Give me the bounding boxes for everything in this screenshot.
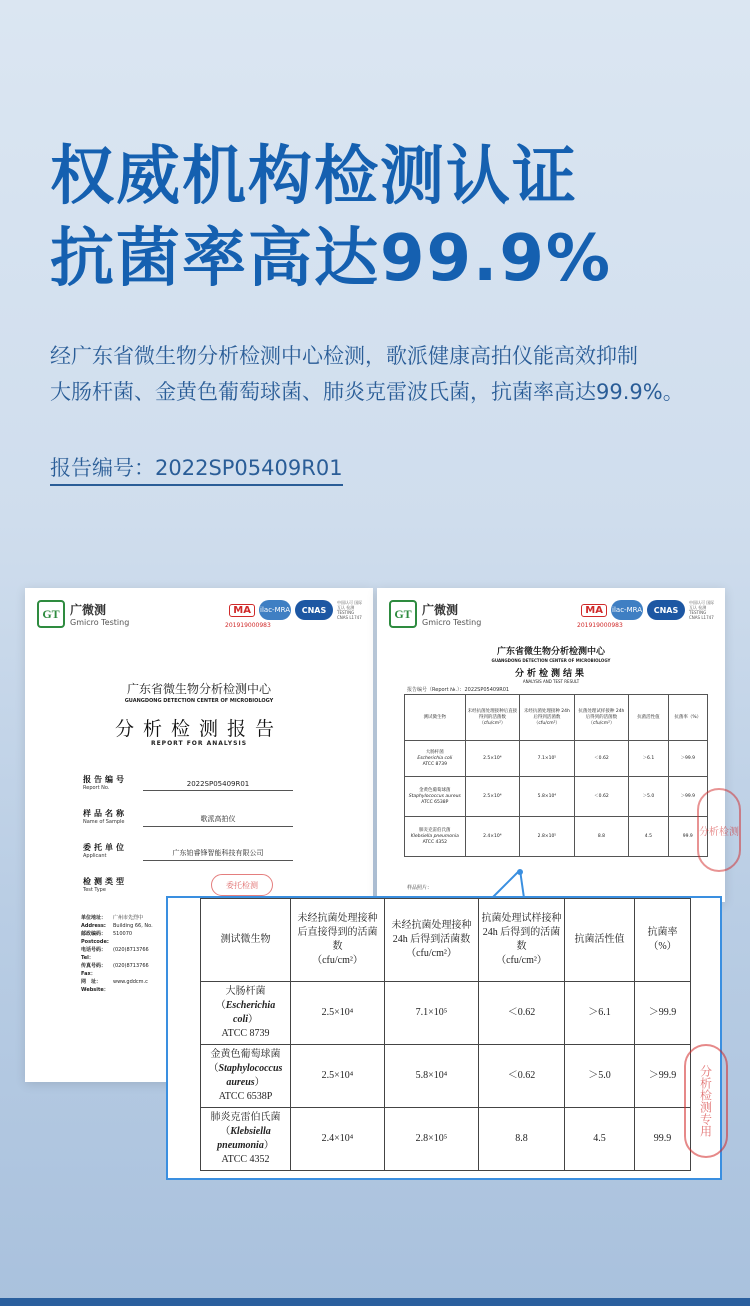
logo	[37, 600, 129, 628]
results-table	[200, 898, 691, 1171]
rate-cell: 99.9	[635, 1108, 691, 1171]
description-line-1: 经广东省微生物分析检测中心检测，歌派健康高拍仪能高效抑制	[50, 344, 638, 368]
value-cell: 2.5×10⁴	[291, 982, 385, 1045]
field-report-no-value: 2022SP05409R01	[143, 780, 293, 791]
rate-cell: ＞99.9	[635, 982, 691, 1045]
header-treated-24h: 抗菌处理试样接种 24h 后得到的活菌数 （cfu/cm²）	[479, 899, 565, 982]
ma-badge-icon: MA	[581, 604, 607, 617]
value-cell: 2.5×10⁴	[291, 1045, 385, 1108]
field-applicant: 委托单位 Applicant	[83, 843, 127, 859]
cert-badges	[581, 600, 715, 620]
ma-badge-icon: MA	[229, 604, 255, 617]
value-cell: 2.8×10⁵	[385, 1108, 479, 1171]
value-cell: 7.1×10⁵	[385, 982, 479, 1045]
cert-number: 201919000983	[225, 622, 271, 629]
description	[50, 338, 740, 410]
cnas-badge-icon: CNAS	[295, 600, 333, 620]
org-name-en: GUANGDONG DETECTION CENTER OF MICROBIOLOGY	[124, 698, 274, 704]
headline-line-2: 抗菌率高达99.9%	[50, 222, 613, 296]
field-sample-name: 样品名称 Name of Sample	[83, 809, 127, 825]
logo-mark-icon: GT	[37, 600, 65, 628]
header-microbe: 测试微生物	[201, 899, 291, 982]
logo-name-en: Gmicro Testing	[422, 618, 482, 627]
contact-block: 单位地址： 广州市先烈中 Address: Building 66, No. 邮政编码： 510070 Postcode: 电话号码： (020)8713766 Tel： 传真号码： (020)8713766 Fax： 网 址： www.gddcm.c Website：	[81, 915, 153, 993]
headline-line-1: 权威机构检测认证	[50, 140, 578, 214]
cert-number: 201919000983	[577, 622, 623, 629]
cnas-badge-icon: CNAS	[647, 600, 685, 620]
field-test-type: 检测类型 Test Type	[83, 877, 127, 893]
org-name-en: GUANGDONG DETECTION CENTER OF MICROBIOLOGY	[491, 658, 611, 663]
result-title-en: ANALYSIS AND TEST RESULT	[522, 679, 580, 684]
zoomed-results-callout	[166, 896, 722, 1180]
result-report-no: 报告编号（Report №.）：2022SP05409R01	[407, 687, 510, 693]
value-cell: 2.4×10⁴	[291, 1108, 385, 1171]
red-stamp-icon: 分析检测专用	[684, 1044, 728, 1158]
microbe-cell: 大肠杆菌 （Escherichia coli） ATCC 8739	[201, 982, 291, 1045]
header-untreated-0h: 未经抗菌处理接种后直接得到的活菌数 （cfu/cm²）	[291, 899, 385, 982]
value-cell: 8.8	[479, 1108, 565, 1171]
sample-pictures-label: 样品照片：	[407, 885, 433, 891]
cert-badges	[229, 600, 363, 620]
report-number: 报告编号：2022SP05409R01	[50, 452, 343, 486]
microbe-cell: 肺炎克雷伯氏菌 （Klebsiella pneumonia） ATCC 4352	[201, 1108, 291, 1171]
header-rate: 抗菌率（%）	[635, 899, 691, 982]
logo-name-en: Gmicro Testing	[70, 618, 130, 627]
value-cell: ＜0.62	[479, 1045, 565, 1108]
activity-cell: ＞5.0	[565, 1045, 635, 1108]
result-title: 分析检测结果	[514, 669, 587, 679]
org-name-cn: 广东省微生物分析检测中心	[496, 647, 605, 657]
logo-name-cn: 广微测	[70, 603, 107, 617]
table-row	[201, 1108, 691, 1171]
activity-cell: ＞6.1	[565, 982, 635, 1045]
headline	[50, 136, 612, 300]
table-header-row: 测试微生物 未经抗菌处理接种后直接得到的活菌数 （cfu/cm²） 未经抗菌处理接种 24h 后得到活菌数 （cfu/cm²） 抗菌处理试样接种 24h 后得到的活菌数 （cfu/cm²） 抗菌活性值 抗菌率（%）	[405, 695, 708, 741]
org-name-cn: 广东省微生物分析检测中心	[126, 682, 271, 696]
ilac-badge-icon: ilac-MRA	[259, 600, 291, 620]
red-stamp-icon: 分析检测	[697, 788, 741, 872]
mini-results-table	[404, 694, 708, 857]
description-line-2: 大肠杆菌、金黄色葡萄球菌、肺炎克雷波氏菌，抗菌率高达99.9%。	[50, 380, 684, 404]
table-row	[201, 1045, 691, 1108]
microbe-cell: 金黄色葡萄球菌 （Staphylococcus aureus） ATCC 6538P	[201, 1045, 291, 1108]
table-header-row	[201, 899, 691, 982]
header-untreated-24h: 未经抗菌处理接种 24h 后得到活菌数 （cfu/cm²）	[385, 899, 479, 982]
header-activity: 抗菌活性值	[565, 899, 635, 982]
table-row: 大肠杆菌 Escherichia coli ATCC 8739 2.5×10⁴ 7.1×10⁵ ＜0.62 ＞6.1 ＞99.9	[405, 741, 708, 777]
table-row	[201, 982, 691, 1045]
field-report-no: 报告编号 Report No.	[83, 775, 127, 791]
table-row: 金黄色葡萄球菌 Staphylococcus aureus ATCC 6538P 2.5×10⁴ 5.8×10⁴ ＜0.62 ＞5.0 ＞99.9	[405, 777, 708, 817]
field-sample-name-value: 歌派高拍仪	[143, 814, 293, 827]
report-result-document	[377, 588, 739, 902]
report-title-en: REPORT FOR ANALYSIS	[150, 740, 248, 747]
ilac-badge-icon: ilac-MRA	[611, 600, 643, 620]
report-title: 分析检测报告	[114, 719, 283, 740]
cnas-small-text: 中国认可 国际互认 检测 TESTING CNAS L1747	[689, 600, 715, 620]
logo-name-cn: 广微测	[422, 603, 459, 617]
value-cell: ＜0.62	[479, 982, 565, 1045]
cnas-small-text: 中国认可 国际互认 检测 TESTING CNAS L1747	[337, 600, 363, 620]
field-applicant-value: 广东铂睿锋智能科技有限公司	[143, 848, 293, 861]
logo-mark-icon: GT	[389, 600, 417, 628]
bottom-bar	[0, 1298, 750, 1306]
test-type-stamp: 委托检测	[211, 874, 273, 896]
value-cell: 5.8×10⁴	[385, 1045, 479, 1108]
rate-cell: ＞99.9	[635, 1045, 691, 1108]
activity-cell: 4.5	[565, 1108, 635, 1171]
table-row: 肺炎克雷伯氏菌 Klebsiella pneumonia ATCC 4352 2.4×10⁴ 2.8×10⁵ 8.8 4.5 99.9	[405, 817, 708, 857]
logo	[389, 600, 481, 628]
